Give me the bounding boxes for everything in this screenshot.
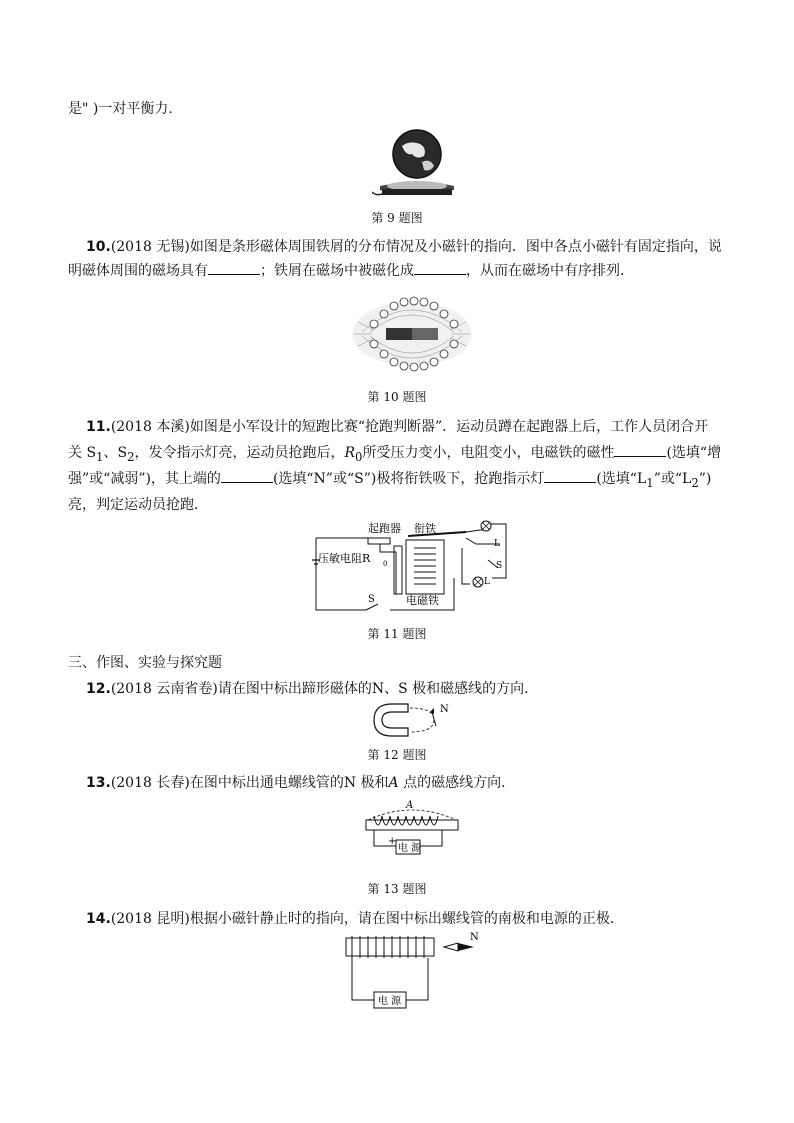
sub-1b: 1 (646, 475, 654, 490)
label-power-source: 电 源 (398, 843, 422, 854)
compass-needle-tail (444, 943, 458, 951)
q11-text-b5: 所受压力变小，电阻变小，电磁铁的磁性 (362, 445, 615, 461)
question-number-14: 14. (86, 911, 111, 927)
figure-13-solenoid (360, 798, 464, 872)
label-armature: 衔铁 (414, 522, 436, 535)
q11-text-d: 亮，判定运动员抢跑． (68, 497, 208, 513)
text-line-q9-end (68, 100, 173, 118)
caption-figure-11 (0, 627, 794, 641)
q13-text-c: 点的磁感线方向． (398, 775, 516, 791)
label-s2: S (496, 561, 503, 571)
q11-text-b6: (选填“增 (666, 445, 722, 461)
r-italic: R (344, 445, 356, 461)
section-3-text: 三、作图、实验与探究题 (68, 655, 222, 671)
q14-text: (2018 昆明)根据小磁针静止时的指向，请在图中标出螺线管的南极和电源的正极． (110, 911, 624, 927)
caption-figure-10 (0, 390, 794, 404)
label-l2: L (484, 577, 490, 587)
horseshoe-magnet-body (374, 704, 408, 736)
q11-text-c5: ”) (698, 471, 712, 487)
answer-blank-q11-3[interactable] (544, 470, 596, 483)
q11-text-c2: (选填“N”或“S”)极将衔铁吸下，抢跑指示灯 (272, 471, 545, 487)
q11-text-b1: 关 S (68, 445, 97, 461)
question-12-line (86, 680, 538, 698)
label-r0-sub: 0 (383, 560, 388, 568)
q11-text-c3: (选填“L (596, 471, 647, 487)
q10-text-b1: 明磁体周围的磁场具有 (68, 263, 208, 279)
figure-10-bar-magnet-filings (350, 292, 474, 376)
question-11-line-1 (86, 418, 708, 436)
question-11-line-4 (68, 496, 208, 514)
question-number-12: 12. (86, 681, 111, 697)
q9-end-text: 是" )一对平衡力. (68, 101, 173, 117)
pressure-resistor (394, 546, 402, 594)
electromagnet-coil (414, 548, 436, 584)
label-l1: L (494, 539, 500, 549)
label-s1: S (368, 594, 375, 605)
q11-text-b3: ，发令指示灯亮，运动员抢跑后， (134, 445, 345, 461)
label-pressure-resistor: 压敏电阻R (318, 552, 371, 565)
q11-text-a: (2018 本溪)如图是小军设计的短跑比赛“抢跑判断器”．运动员蹲在起跑器上后，工作人员闭合开 (110, 419, 709, 435)
compass-needle-head (458, 943, 474, 951)
question-number-10: 10. (86, 239, 111, 255)
caption-9-text: 第 9 题图 (371, 211, 423, 225)
figure-11-circuit (306, 518, 520, 618)
label-electromagnet: 电磁铁 (406, 594, 439, 607)
answer-blank-q11-1[interactable] (614, 444, 666, 457)
question-number-13: 13. (86, 775, 111, 791)
answer-blank-q11-2[interactable] (221, 470, 273, 483)
starting-block (368, 538, 390, 544)
q10-text-b2: ；铁屑在磁场中被磁化成 (260, 263, 414, 279)
label-starting-block: 起跑器 (368, 522, 401, 535)
question-11-line-2 (68, 444, 721, 466)
q11-text-b2: 、S (103, 445, 128, 461)
solenoid-core (346, 938, 434, 956)
caption-figure-12 (0, 748, 794, 762)
question-10-line-1 (86, 238, 722, 256)
question-10-line-2 (68, 262, 634, 280)
q10-text-a: (2018 无锡)如图是条形磁体周围铁屑的分布情况及小磁针的指向．图中各点小磁针有固定指向，说 (110, 239, 722, 255)
left-wire (316, 538, 366, 610)
caption-12-text: 第 12 题图 (367, 748, 427, 762)
q13-text-a: (2018 长春)在图中标出通电螺线管的N 极和 (110, 775, 389, 791)
q13-text-a-italic: A (388, 775, 399, 791)
figure-14-solenoid-compass (340, 928, 490, 1010)
sub-1: 1 (96, 449, 104, 464)
q11-text-c4: ”或“L (653, 471, 692, 487)
figure-12-horseshoe-magnet (368, 700, 464, 740)
base-cable (372, 192, 382, 195)
answer-blank-q10-2[interactable] (414, 262, 466, 275)
compass-needle (432, 712, 436, 726)
question-11-line-3 (68, 470, 711, 492)
label-point-a: A (406, 800, 414, 811)
caption-13-text: 第 13 题图 (367, 882, 427, 896)
q12-text: (2018 云南省卷)请在图中标出蹄形磁体的N、S 极和磁感线的方向． (110, 681, 539, 697)
lamp-l2-wire (462, 548, 470, 584)
label-n: N (440, 704, 449, 715)
question-13-line (86, 774, 515, 792)
magnetic-field-line (410, 708, 434, 732)
sub-0: 0 (355, 449, 363, 464)
caption-figure-9 (0, 211, 794, 225)
question-number-11: 11. (86, 419, 111, 435)
question-14-line (86, 910, 624, 928)
base-body (382, 189, 452, 195)
q11-text-c1: 强”或“减弱”)，其上端的 (68, 471, 221, 487)
caption-figure-13 (0, 882, 794, 896)
answer-blank-q10-1[interactable] (208, 262, 260, 275)
caption-11-text: 第 11 题图 (367, 627, 427, 641)
q10-text-b3: ，从而在磁场中有序排列． (466, 263, 634, 279)
label-power-source: 电 源 (378, 996, 402, 1007)
sub-2b: 2 (691, 475, 699, 490)
section-3-heading (68, 654, 222, 672)
figure-9-levitating-globe (372, 126, 462, 204)
sub-2: 2 (127, 449, 135, 464)
caption-10-text: 第 10 题图 (367, 390, 427, 404)
label-n: N (470, 932, 479, 943)
label-plus: + (388, 836, 397, 847)
